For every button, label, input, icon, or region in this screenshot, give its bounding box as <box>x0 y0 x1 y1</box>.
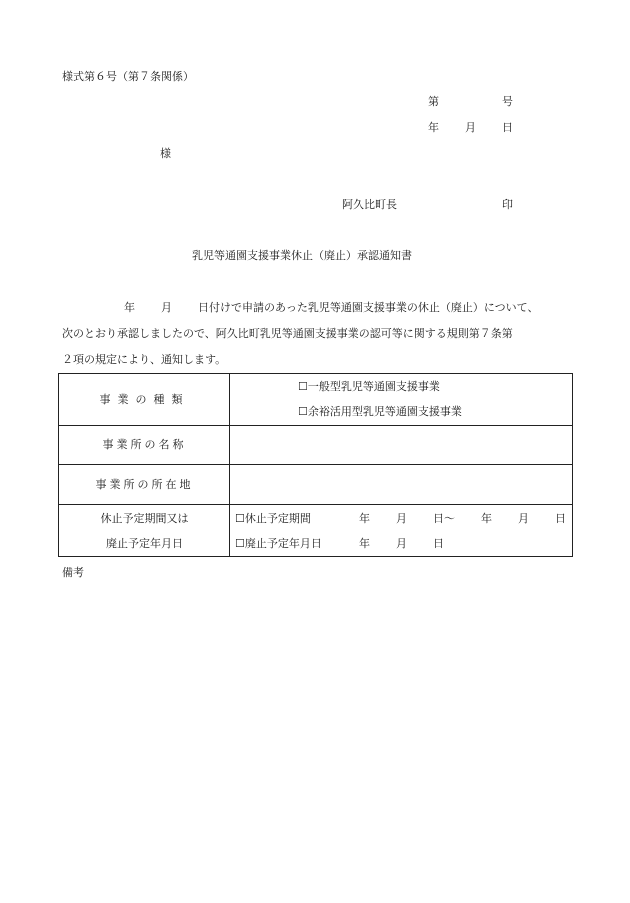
period-label-line-2: 廃止予定年月日 <box>106 537 183 550</box>
suspend-end-year: 年 <box>481 512 492 525</box>
suspend-period-option: ☐休止予定期間 <box>235 512 311 525</box>
table-row-business-type <box>59 374 572 426</box>
body-line-3: ２項の規定により、通知します。 <box>62 353 227 366</box>
abolish-date-option: ☐廃止予定年月日 <box>235 537 322 550</box>
remarks-label: 備考 <box>62 566 84 579</box>
office-name-label-cell <box>59 426 230 464</box>
abolish-month: 月 <box>396 537 407 550</box>
date-year: 年 <box>428 121 439 134</box>
business-type-label-cell <box>59 374 230 425</box>
date-month: 月 <box>465 121 476 134</box>
issuer-seal: 印 <box>502 198 513 211</box>
suspend-start-year: 年 <box>359 512 370 525</box>
body-line-2: 次のとおり承認しましたので、阿久比町乳児等通園支援事業の認可等に関する規則第７条第 <box>62 327 513 340</box>
date-day: 日 <box>502 121 513 134</box>
business-type-option-surplus: ☐余裕活用型乳児等通園支援事業 <box>298 405 462 418</box>
period-label-line-1: 休止予定期間又は <box>100 512 189 525</box>
business-type-option-general: ☐一般型乳児等通園支援事業 <box>298 380 440 393</box>
abolish-day: 日 <box>433 537 444 550</box>
business-type-label: 事業の種類 <box>99 393 190 406</box>
recipient-suffix: 様 <box>160 147 171 160</box>
document-number-prefix: 第 <box>428 95 439 108</box>
document-number-suffix: 号 <box>502 95 513 108</box>
table-row-office-name <box>59 426 572 465</box>
body-month: 月 <box>161 301 172 314</box>
table-row-period <box>59 505 572 556</box>
body-year: 年 <box>124 301 135 314</box>
period-label-cell <box>59 505 230 556</box>
body-line-1: 日付けで申請のあった乳児等通園支援事業の休止（廃止）について、 <box>198 301 539 314</box>
office-name-label: 事業所の名称 <box>102 438 187 451</box>
table-row-office-address <box>59 465 572 505</box>
suspend-start-day: 日～ <box>433 512 455 525</box>
details-table <box>58 373 573 557</box>
suspend-end-month: 月 <box>518 512 529 525</box>
issuer-name: 阿久比町長 <box>342 198 397 211</box>
office-address-label-cell <box>59 465 230 504</box>
abolish-year: 年 <box>359 537 370 550</box>
suspend-end-day: 日 <box>555 512 566 525</box>
form-number: 様式第６号（第７条関係） <box>62 70 194 83</box>
office-address-label: 事業所の所在地 <box>95 478 194 491</box>
suspend-start-month: 月 <box>396 512 407 525</box>
document-title: 乳児等通園支援事業休止（廃止）承認通知書 <box>192 249 412 262</box>
